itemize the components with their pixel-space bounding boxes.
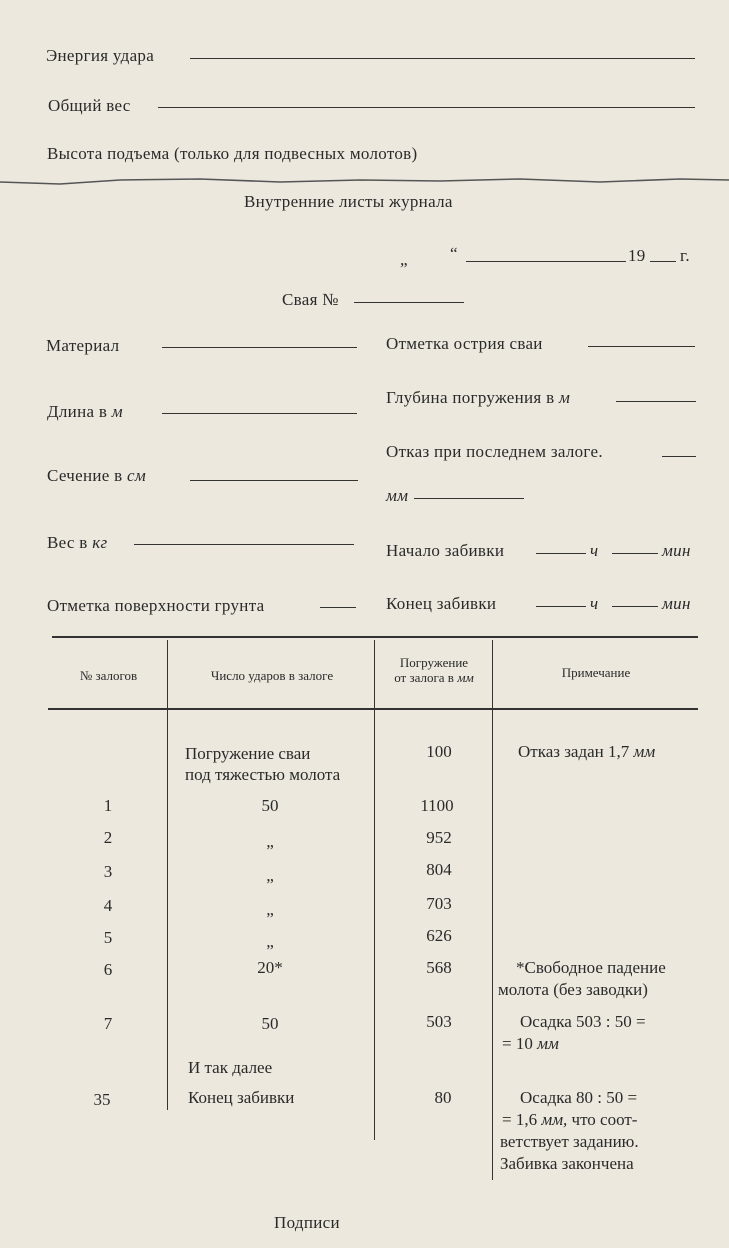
- row-35-blows: Конец забивки: [188, 1088, 295, 1107]
- table-header-rule: [48, 708, 698, 710]
- row-7-blows: 50: [261, 1014, 279, 1033]
- end-min-unit: мин: [662, 594, 691, 613]
- weight-label: Общий вес: [48, 96, 131, 115]
- end-hour-unit: ч: [590, 594, 599, 613]
- date-year: 19: [628, 246, 646, 265]
- row-35-note-4: Забивка закончена: [500, 1154, 634, 1173]
- material-line: [162, 347, 357, 348]
- start-hour-line: [536, 553, 586, 554]
- date-suffix: г.: [680, 246, 690, 265]
- year-line: [650, 261, 676, 262]
- row-6-note-2: молота (без заводки): [498, 980, 648, 999]
- row-35-depth: 80: [434, 1088, 452, 1107]
- table-col-divider-2: [374, 640, 375, 1140]
- torn-edge: [0, 170, 729, 190]
- row-7-depth: 503: [426, 1012, 452, 1031]
- length-line: [162, 413, 357, 414]
- header-note: Примечание: [561, 665, 631, 680]
- etc-label: И так далее: [188, 1058, 273, 1077]
- row-2-blows: „: [266, 832, 274, 851]
- end-label: Конец забивки: [386, 594, 497, 613]
- row-6-blows: 20*: [257, 958, 283, 977]
- refusal-unit: мм: [386, 486, 409, 505]
- row-6-note-1: *Свободное падение: [516, 958, 666, 977]
- row-2-num: 2: [103, 828, 113, 847]
- row-3-num: 3: [103, 862, 113, 881]
- table-col-divider-3: [492, 640, 493, 1180]
- pre-row-blows-1: Погружение сваи: [185, 744, 311, 763]
- start-hour-unit: ч: [590, 541, 599, 560]
- date-close-quote: “: [450, 244, 458, 263]
- row-6-depth: 568: [426, 958, 452, 977]
- row-3-blows: „: [266, 866, 274, 885]
- row-4-num: 4: [103, 896, 113, 915]
- energy-line: [190, 58, 695, 59]
- start-min-line: [612, 553, 658, 554]
- pre-row-note: Отказ задан 1,7 мм: [518, 742, 656, 761]
- row-35-note-3: ветствует заданию.: [500, 1132, 639, 1151]
- table-col-divider-1: [167, 640, 168, 1110]
- depth-line: [616, 401, 696, 402]
- date-line: [466, 261, 626, 262]
- pre-row-blows-2: под тяжестью молота: [185, 765, 341, 784]
- signatures-label: Подписи: [274, 1213, 340, 1232]
- refusal-label: Отказ при последнем залоге.: [386, 442, 603, 461]
- energy-label: Энергия удара: [46, 46, 155, 65]
- header-num: № залогов: [79, 668, 138, 683]
- ground-line: [320, 607, 356, 608]
- row-1-blows: 50: [261, 796, 279, 815]
- row-35-num: 35: [93, 1090, 111, 1109]
- section-label: Сечение в см: [47, 466, 147, 485]
- refusal-line-1: [662, 456, 696, 457]
- weight-kg-label: Вес в кг: [47, 533, 108, 552]
- end-hour-line: [536, 606, 586, 607]
- row-3-depth: 804: [426, 860, 452, 879]
- pile-label: Свая №: [282, 290, 339, 309]
- row-35-note-2: = 1,6 мм, что соот-: [502, 1110, 638, 1129]
- weight-kg-line: [134, 544, 354, 545]
- row-4-depth: 703: [426, 894, 452, 913]
- ground-label: Отметка поверхности грунта: [47, 596, 265, 615]
- weight-line: [158, 107, 695, 108]
- row-5-depth: 626: [426, 926, 452, 945]
- date-open-quote: „: [400, 250, 408, 269]
- row-2-depth: 952: [426, 828, 452, 847]
- tip-line: [588, 346, 695, 347]
- header-depth: Погружение от залога в мм: [394, 655, 474, 685]
- journal-title: Внутренние листы журнала: [244, 192, 453, 211]
- length-label: Длина в м: [47, 402, 123, 421]
- height-label: Высота подъема (только для подвесных молотов): [47, 144, 418, 163]
- tip-label: Отметка острия сваи: [386, 334, 543, 353]
- row-7-note-1: Осадка 503 : 50 =: [520, 1012, 646, 1031]
- section-line: [190, 480, 358, 481]
- row-4-blows: „: [266, 900, 274, 919]
- row-7-note-2: = 10 мм: [502, 1034, 559, 1053]
- row-35-note-1: Осадка 80 : 50 =: [520, 1088, 638, 1107]
- header-blows: Число ударов в залоге: [210, 668, 334, 683]
- table-top-rule: [52, 636, 698, 638]
- material-label: Материал: [46, 336, 120, 355]
- row-7-num: 7: [103, 1014, 113, 1033]
- row-5-blows: „: [266, 932, 274, 951]
- row-6-num: 6: [103, 960, 113, 979]
- start-label: Начало забивки: [386, 541, 505, 560]
- row-1-depth: 1100: [420, 796, 454, 815]
- start-min-unit: мин: [662, 541, 691, 560]
- row-1-num: 1: [103, 796, 113, 815]
- end-min-line: [612, 606, 658, 607]
- pre-row-depth: 100: [426, 742, 452, 761]
- depth-label: Глубина погружения в м: [386, 388, 571, 407]
- pile-line: [354, 302, 464, 303]
- refusal-line-2: [414, 498, 524, 499]
- row-5-num: 5: [103, 928, 113, 947]
